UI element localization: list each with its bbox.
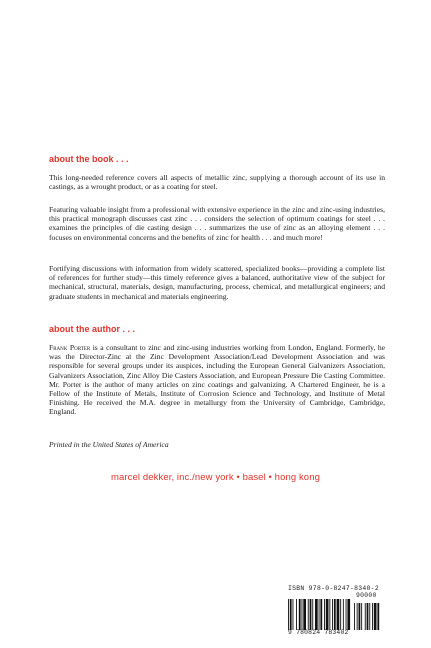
about-book-paragraph-1: This long-needed reference covers all aspects of metallic zinc, supplying a thorough account of its use in castings, as a wrought product, or as a coating for steel. xyxy=(49,173,385,192)
barcode-block xyxy=(288,585,384,637)
printed-note: Printed in the United States of America xyxy=(49,440,169,449)
about-author-heading: about the author . . . xyxy=(49,324,135,334)
about-book-paragraph-2: Featuring valuable insight from a professional with extensive experience in the zinc and zinc-using industries, this practical monograph discusses cast zinc . . . considers the selection of optimum coatings for steel . . . examines the principles of die casting design . . . summarizes the use of zinc as an alloying element . . . focuses on environmental concerns and the benefits of zinc for health . . . and much more! xyxy=(49,205,385,242)
isbn-text: ISBN 978-0-8247-8340-2 xyxy=(288,585,379,592)
barcode-image xyxy=(288,599,384,630)
barcode-addon: 90000 xyxy=(356,592,377,599)
about-book-heading: about the book . . . xyxy=(49,154,129,164)
author-bio xyxy=(49,343,385,417)
author-bio-text: is a consultant to zinc and zinc-using industries working from London, England. Formerly, he was the Director-Zinc at the Zinc Development Association/Lead Development Association and was responsible for several groups under its auspices, including the European General Galvanizers Association, Galvanizers Association, Zinc Alloy Die Casters Association, and European Pressure Die Casting Committee. Mr. Porter is the author of many articles on zinc coatings and galvanizing. A Chartered Engineer, he is a Fellow of the Institute of Metals, Institute of Corrosion Science and Technology, and Institute of Metal Finishing. He received the M.A. degree in metallurgy from the University of Cambridge, Cambridge, England. xyxy=(49,343,385,417)
author-name: Frank Porter xyxy=(49,343,91,352)
publisher-line: marcel dekker, inc./new york • basel • hong kong xyxy=(111,472,320,483)
barcode-digits: 9 780824 783402 xyxy=(288,629,349,636)
about-book-paragraph-3: Fortifying discussions with information from widely scattered, specialized books—providing a complete list of references for further study—this timely reference gives a balanced, authoritative view of the subject for mechanical, structural, materials, design, manufacturing, process, chemical, and metallurgical engineers; and graduate students in mechanical and materials engineering. xyxy=(49,264,385,301)
